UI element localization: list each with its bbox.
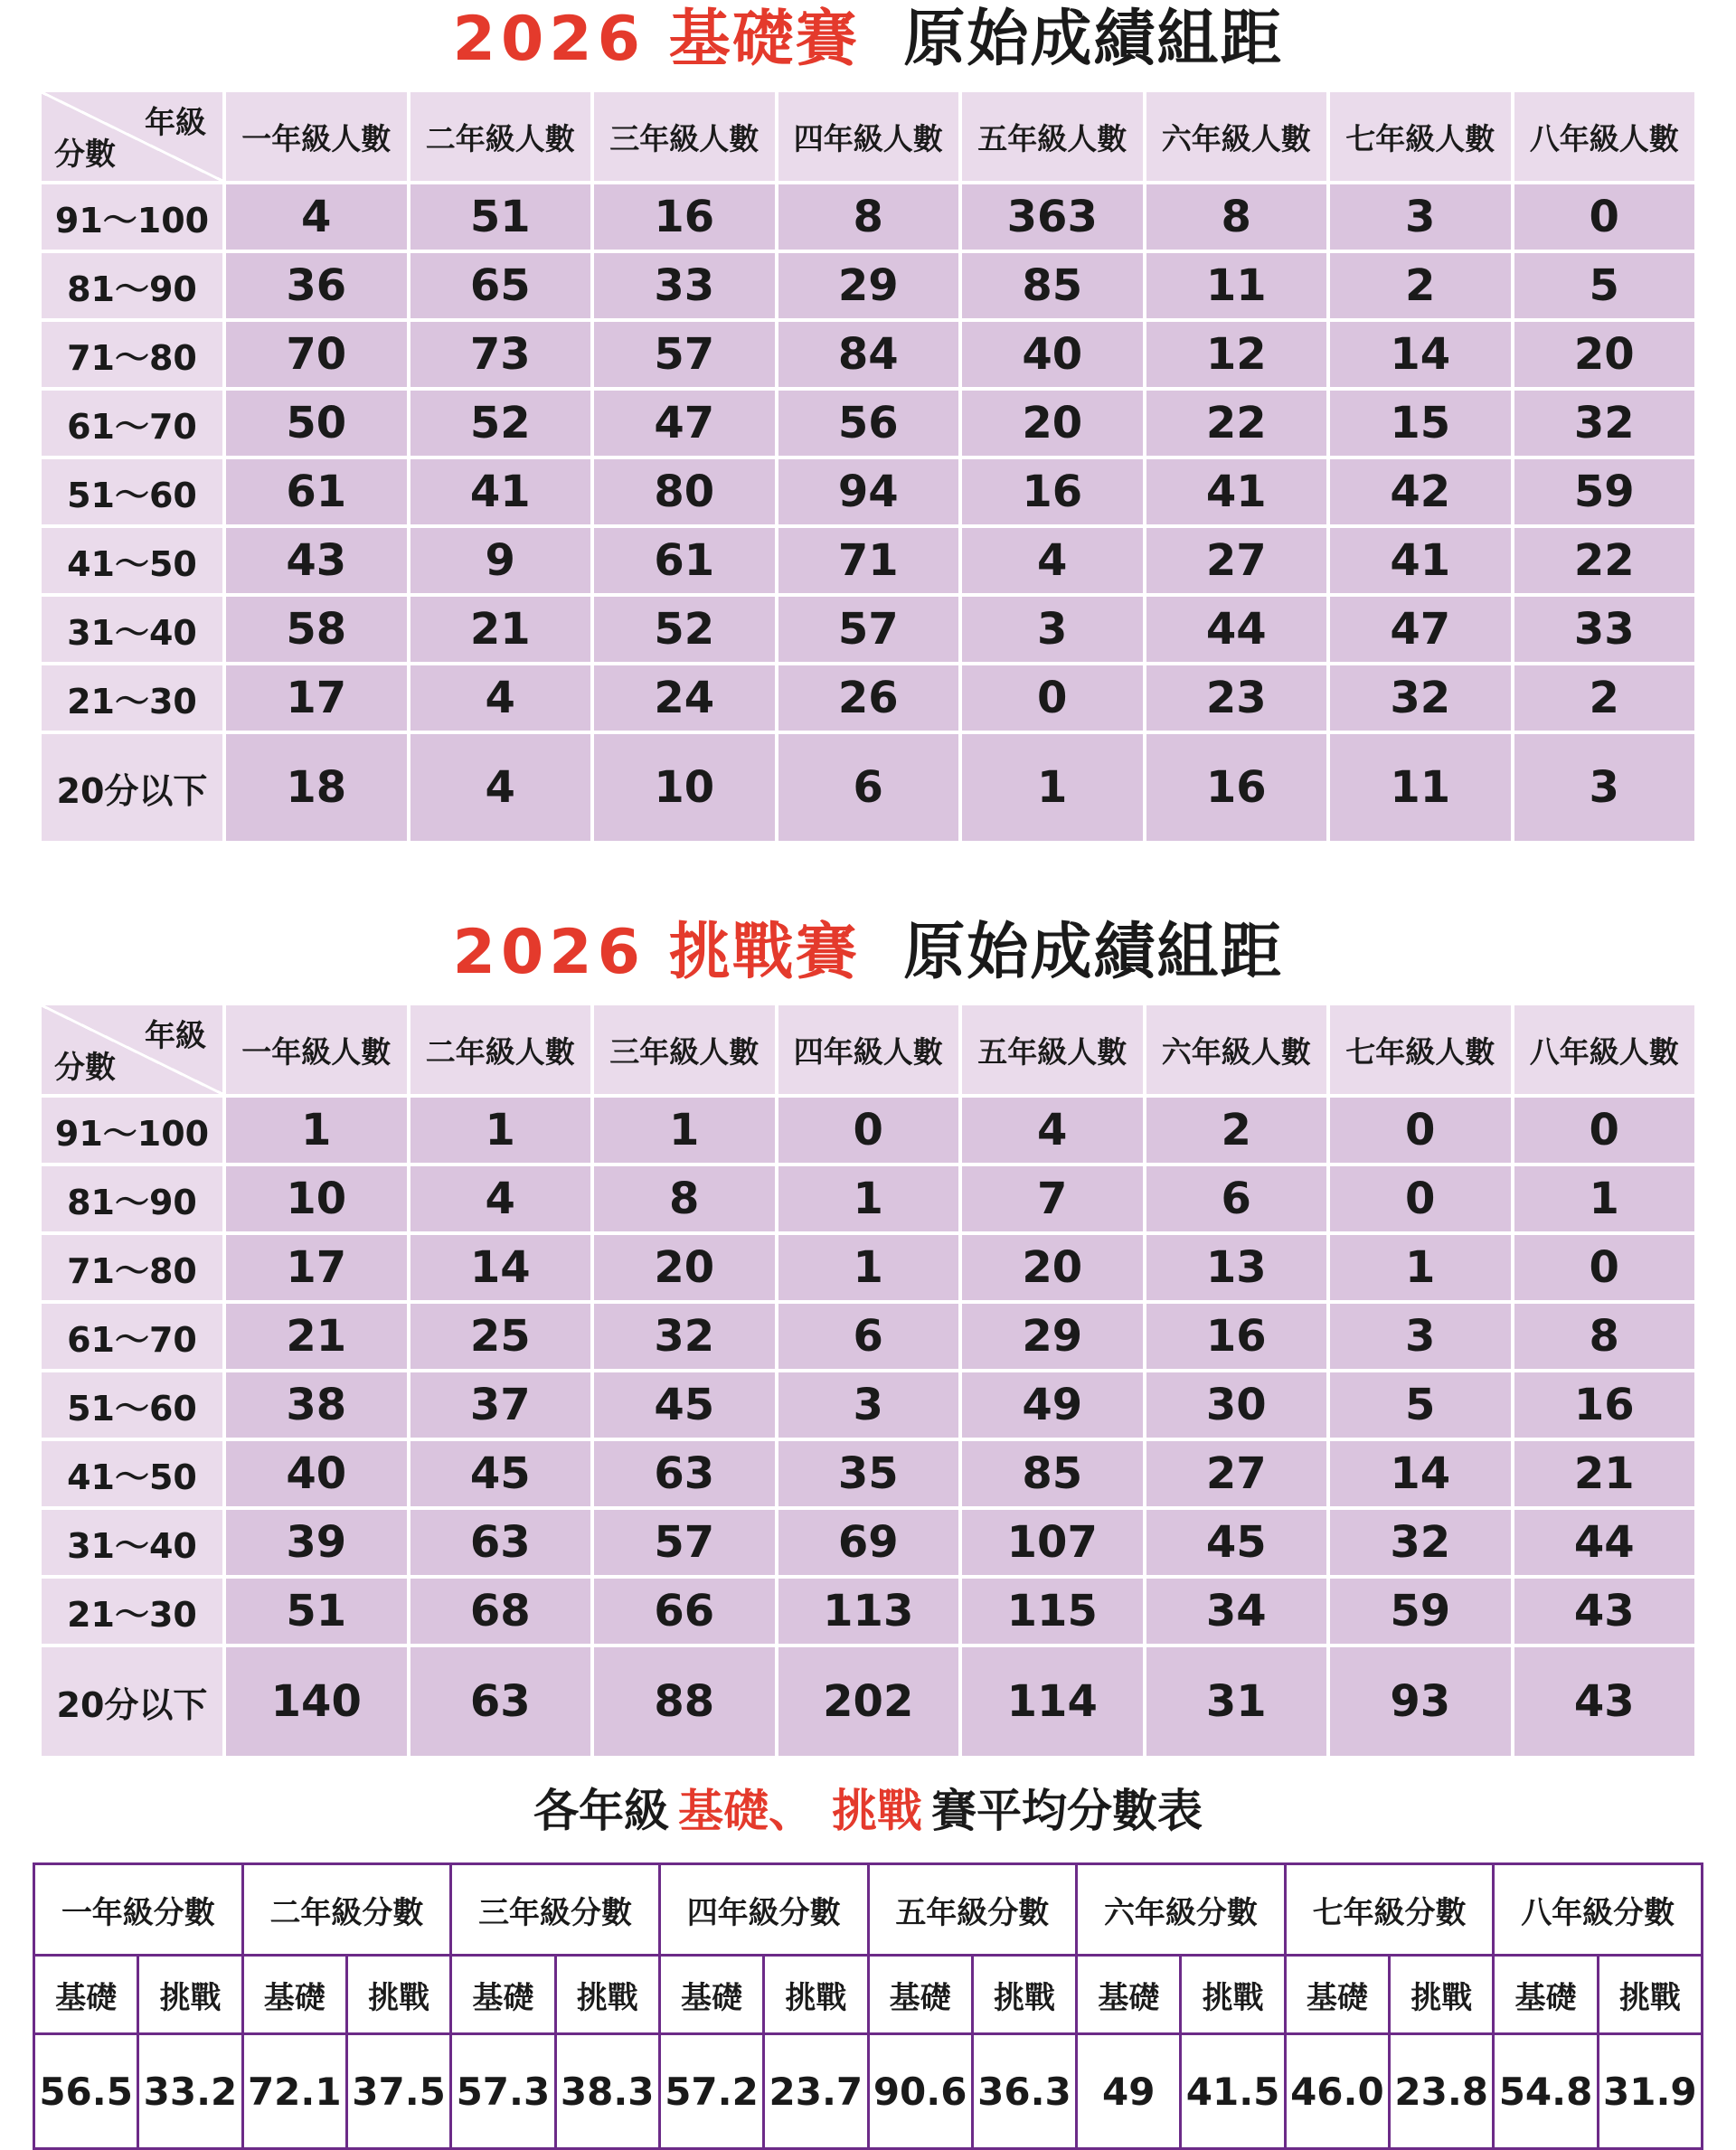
score-range-cell: 51～60 <box>42 459 222 524</box>
count-cell: 16 <box>1146 734 1327 841</box>
challenge-average-cell: 31.9 <box>1598 2034 1702 2149</box>
average-values-row <box>34 2034 1703 2149</box>
basic-label-cell: 基礎 <box>1494 1956 1598 2034</box>
count-cell: 6 <box>778 1304 959 1369</box>
count-cell: 12 <box>1146 322 1327 387</box>
basic-average-cell: 90.6 <box>868 2034 972 2149</box>
basic-label-cell: 基礎 <box>868 1956 972 2034</box>
count-cell: 8 <box>778 184 959 250</box>
count-cell: 32 <box>1514 391 1695 456</box>
count-cell: 51 <box>410 184 591 250</box>
score-range-cell: 81～90 <box>42 253 222 318</box>
table-row <box>42 597 1694 662</box>
corner-score-label: 分數 <box>54 137 116 173</box>
grade-header-cell: 五年級人數 <box>962 92 1143 181</box>
count-cell: 4 <box>410 1166 591 1231</box>
count-cell: 59 <box>1330 1579 1511 1644</box>
count-cell: 5 <box>1514 253 1695 318</box>
challenge-average-cell: 36.3 <box>972 2034 1076 2149</box>
score-range-cell: 21～30 <box>42 1579 222 1644</box>
grade-header-cell: 四年級人數 <box>778 92 959 181</box>
count-cell: 0 <box>962 665 1143 731</box>
grade-header-cell: 三年級人數 <box>594 92 775 181</box>
count-cell: 58 <box>226 597 407 662</box>
basic-distribution-table <box>38 89 1698 844</box>
challenge-distribution-title <box>0 917 1736 988</box>
count-cell: 0 <box>1514 184 1695 250</box>
average-grade-header-row <box>34 1864 1703 1956</box>
table-row <box>42 184 1694 250</box>
grade-header-cell: 七年級人數 <box>1330 1005 1511 1094</box>
count-cell: 29 <box>962 1304 1143 1369</box>
challenge-average-cell: 38.3 <box>555 2034 659 2149</box>
count-cell: 4 <box>410 734 591 841</box>
challenge-label-cell: 挑戰 <box>346 1956 450 2034</box>
grade-header-cell: 八年級人數 <box>1514 1005 1695 1094</box>
count-cell: 52 <box>410 391 591 456</box>
table-row <box>42 1304 1694 1369</box>
score-range-cell: 61～70 <box>42 1304 222 1369</box>
count-cell: 8 <box>1146 184 1327 250</box>
count-cell: 66 <box>594 1579 775 1644</box>
table-row <box>42 1510 1694 1575</box>
count-cell: 38 <box>226 1372 407 1438</box>
count-cell: 14 <box>1330 1441 1511 1506</box>
basic-label-cell: 基礎 <box>659 1956 763 2034</box>
count-cell: 1 <box>962 734 1143 841</box>
count-cell: 16 <box>962 459 1143 524</box>
count-cell: 27 <box>1146 528 1327 593</box>
challenge-label-cell: 挑戰 <box>138 1956 242 2034</box>
count-cell: 25 <box>410 1304 591 1369</box>
challenge-distribution-table <box>38 1002 1698 1759</box>
count-cell: 45 <box>594 1372 775 1438</box>
challenge-label-cell: 挑戰 <box>764 1956 868 2034</box>
count-cell: 10 <box>594 734 775 841</box>
average-table-title <box>0 1785 1736 1837</box>
score-range-cell: 71～80 <box>42 1235 222 1300</box>
count-cell: 32 <box>1330 1510 1511 1575</box>
average-title-challenge: 挑戰 <box>832 1785 922 1837</box>
count-cell: 27 <box>1146 1441 1327 1506</box>
grade-header-cell: 一年級人數 <box>226 1005 407 1094</box>
challenge-average-cell: 41.5 <box>1181 2034 1285 2149</box>
count-cell: 50 <box>226 391 407 456</box>
count-cell: 94 <box>778 459 959 524</box>
count-cell: 14 <box>1330 322 1511 387</box>
score-range-cell: 41～50 <box>42 1441 222 1506</box>
count-cell: 6 <box>1146 1166 1327 1231</box>
count-cell: 107 <box>962 1510 1143 1575</box>
corner-score-label: 分數 <box>54 1050 116 1086</box>
average-grade-header-cell: 六年級分數 <box>1077 1864 1286 1956</box>
title-suffix: 原始成績組距 <box>903 917 1284 988</box>
count-cell: 22 <box>1514 528 1695 593</box>
count-cell: 35 <box>778 1441 959 1506</box>
count-cell: 0 <box>1330 1098 1511 1163</box>
count-cell: 16 <box>1146 1304 1327 1369</box>
count-cell: 73 <box>410 322 591 387</box>
count-cell: 85 <box>962 1441 1143 1506</box>
count-cell: 11 <box>1146 253 1327 318</box>
count-cell: 2 <box>1514 665 1695 731</box>
average-grade-header-cell: 四年級分數 <box>659 1864 868 1956</box>
challenge-average-cell: 23.8 <box>1390 2034 1494 2149</box>
score-range-cell: 20分以下 <box>42 734 222 841</box>
count-cell: 114 <box>962 1647 1143 1756</box>
count-cell: 21 <box>1514 1441 1695 1506</box>
count-cell: 16 <box>594 184 775 250</box>
count-cell: 56 <box>778 391 959 456</box>
count-cell: 63 <box>410 1647 591 1756</box>
count-cell: 32 <box>594 1304 775 1369</box>
count-cell: 51 <box>226 1579 407 1644</box>
average-grade-header-cell: 八年級分數 <box>1494 1864 1703 1956</box>
count-cell: 57 <box>594 1510 775 1575</box>
count-cell: 69 <box>778 1510 959 1575</box>
basic-average-cell: 72.1 <box>242 2034 346 2149</box>
count-cell: 24 <box>594 665 775 731</box>
count-cell: 0 <box>1514 1235 1695 1300</box>
count-cell: 41 <box>1146 459 1327 524</box>
basic-average-cell: 54.8 <box>1494 2034 1598 2149</box>
average-type-header-row <box>34 1956 1703 2034</box>
count-cell: 32 <box>1330 665 1511 731</box>
basic-label-cell: 基礎 <box>1285 1956 1389 2034</box>
score-range-cell: 21～30 <box>42 665 222 731</box>
table-row <box>42 391 1694 456</box>
count-cell: 43 <box>226 528 407 593</box>
count-cell: 22 <box>1146 391 1327 456</box>
count-cell: 57 <box>778 597 959 662</box>
count-cell: 52 <box>594 597 775 662</box>
count-cell: 30 <box>1146 1372 1327 1438</box>
grade-header-cell: 二年級人數 <box>410 1005 591 1094</box>
count-cell: 4 <box>962 1098 1143 1163</box>
count-cell: 113 <box>778 1579 959 1644</box>
count-cell: 34 <box>1146 1579 1327 1644</box>
count-cell: 4 <box>410 665 591 731</box>
basic-label-cell: 基礎 <box>1077 1956 1181 2034</box>
grade-header-cell: 七年級人數 <box>1330 92 1511 181</box>
count-cell: 84 <box>778 322 959 387</box>
score-range-cell: 41～50 <box>42 528 222 593</box>
count-cell: 43 <box>1514 1579 1695 1644</box>
table-row <box>42 459 1694 524</box>
count-cell: 1 <box>778 1166 959 1231</box>
count-cell: 140 <box>226 1647 407 1756</box>
count-cell: 9 <box>410 528 591 593</box>
challenge-label-cell: 挑戰 <box>1598 1956 1702 2034</box>
challenge-average-cell: 23.7 <box>764 2034 868 2149</box>
header-row <box>42 1005 1694 1094</box>
basic-label-cell: 基礎 <box>242 1956 346 2034</box>
basic-average-cell: 57.2 <box>659 2034 763 2149</box>
grade-header-cell: 五年級人數 <box>962 1005 1143 1094</box>
count-cell: 42 <box>1330 459 1511 524</box>
count-cell: 49 <box>962 1372 1143 1438</box>
score-range-cell: 81～90 <box>42 1166 222 1231</box>
count-cell: 65 <box>410 253 591 318</box>
table-row <box>42 1235 1694 1300</box>
count-cell: 70 <box>226 322 407 387</box>
basic-label-cell: 基礎 <box>34 1956 138 2034</box>
header-row <box>42 92 1694 181</box>
count-cell: 61 <box>226 459 407 524</box>
count-cell: 80 <box>594 459 775 524</box>
count-cell: 11 <box>1330 734 1511 841</box>
table-row <box>42 734 1694 841</box>
grade-header-cell: 一年級人數 <box>226 92 407 181</box>
basic-label-cell: 基礎 <box>451 1956 555 2034</box>
count-cell: 68 <box>410 1579 591 1644</box>
average-grade-header-cell: 五年級分數 <box>868 1864 1077 1956</box>
grade-header-cell: 六年級人數 <box>1146 92 1327 181</box>
challenge-label-cell: 挑戰 <box>1390 1956 1494 2034</box>
count-cell: 44 <box>1514 1510 1695 1575</box>
challenge-average-cell: 33.2 <box>138 2034 242 2149</box>
table-row <box>42 1441 1694 1506</box>
count-cell: 15 <box>1330 391 1511 456</box>
count-cell: 3 <box>1514 734 1695 841</box>
count-cell: 21 <box>226 1304 407 1369</box>
count-cell: 59 <box>1514 459 1695 524</box>
count-cell: 2 <box>1146 1098 1327 1163</box>
count-cell: 20 <box>1514 322 1695 387</box>
title-year: 2026 <box>452 4 646 75</box>
score-range-cell: 31～40 <box>42 1510 222 1575</box>
count-cell: 39 <box>226 1510 407 1575</box>
corner-grade-label: 年級 <box>145 1018 206 1054</box>
count-cell: 43 <box>1514 1647 1695 1756</box>
corner-header-cell <box>42 92 222 181</box>
count-cell: 29 <box>778 253 959 318</box>
basic-average-cell: 57.3 <box>451 2034 555 2149</box>
count-cell: 1 <box>410 1098 591 1163</box>
table-row <box>42 253 1694 318</box>
count-cell: 1 <box>1330 1235 1511 1300</box>
average-score-table <box>33 1862 1703 2150</box>
title-suffix: 原始成績組距 <box>903 4 1284 75</box>
count-cell: 37 <box>410 1372 591 1438</box>
basic-average-cell: 46.0 <box>1285 2034 1389 2149</box>
count-cell: 0 <box>1330 1166 1511 1231</box>
count-cell: 63 <box>594 1441 775 1506</box>
basic-average-cell: 56.5 <box>34 2034 138 2149</box>
count-cell: 40 <box>226 1441 407 1506</box>
score-range-cell: 20分以下 <box>42 1647 222 1756</box>
count-cell: 45 <box>410 1441 591 1506</box>
count-cell: 8 <box>594 1166 775 1231</box>
count-cell: 20 <box>962 1235 1143 1300</box>
basic-distribution-title <box>0 4 1736 75</box>
average-title-basic: 基礎、 <box>678 1785 814 1837</box>
count-cell: 31 <box>1146 1647 1327 1756</box>
count-cell: 1 <box>594 1098 775 1163</box>
grade-header-cell: 六年級人數 <box>1146 1005 1327 1094</box>
table-row <box>42 1579 1694 1644</box>
score-range-cell: 71～80 <box>42 322 222 387</box>
score-range-cell: 91～100 <box>42 1098 222 1163</box>
count-cell: 23 <box>1146 665 1327 731</box>
count-cell: 26 <box>778 665 959 731</box>
count-cell: 20 <box>594 1235 775 1300</box>
count-cell: 61 <box>594 528 775 593</box>
count-cell: 20 <box>962 391 1143 456</box>
count-cell: 1 <box>778 1235 959 1300</box>
average-grade-header-cell: 七年級分數 <box>1285 1864 1494 1956</box>
challenge-average-cell: 37.5 <box>346 2034 450 2149</box>
count-cell: 40 <box>962 322 1143 387</box>
average-title-suffix: 賽平均分數表 <box>931 1785 1203 1837</box>
count-cell: 17 <box>226 665 407 731</box>
count-cell: 5 <box>1330 1372 1511 1438</box>
count-cell: 6 <box>778 734 959 841</box>
count-cell: 4 <box>962 528 1143 593</box>
count-cell: 71 <box>778 528 959 593</box>
count-cell: 47 <box>1330 597 1511 662</box>
count-cell: 13 <box>1146 1235 1327 1300</box>
score-range-cell: 61～70 <box>42 391 222 456</box>
count-cell: 21 <box>410 597 591 662</box>
count-cell: 3 <box>778 1372 959 1438</box>
count-cell: 44 <box>1146 597 1327 662</box>
grade-header-cell: 二年級人數 <box>410 92 591 181</box>
count-cell: 14 <box>410 1235 591 1300</box>
count-cell: 41 <box>1330 528 1511 593</box>
count-cell: 363 <box>962 184 1143 250</box>
table-row <box>42 1372 1694 1438</box>
score-range-cell: 31～40 <box>42 597 222 662</box>
count-cell: 0 <box>1514 1098 1695 1163</box>
title-event-basic: 基礎賽 <box>668 4 859 75</box>
count-cell: 57 <box>594 322 775 387</box>
grade-header-cell: 四年級人數 <box>778 1005 959 1094</box>
challenge-label-cell: 挑戰 <box>972 1956 1076 2034</box>
grade-header-cell: 三年級人數 <box>594 1005 775 1094</box>
count-cell: 41 <box>410 459 591 524</box>
count-cell: 115 <box>962 1579 1143 1644</box>
table-row <box>42 1647 1694 1756</box>
count-cell: 3 <box>1330 1304 1511 1369</box>
count-cell: 17 <box>226 1235 407 1300</box>
corner-header-cell <box>42 1005 222 1094</box>
count-cell: 47 <box>594 391 775 456</box>
count-cell: 3 <box>1330 184 1511 250</box>
challenge-label-cell: 挑戰 <box>555 1956 659 2034</box>
score-range-cell: 51～60 <box>42 1372 222 1438</box>
count-cell: 36 <box>226 253 407 318</box>
count-cell: 18 <box>226 734 407 841</box>
count-cell: 63 <box>410 1510 591 1575</box>
count-cell: 85 <box>962 253 1143 318</box>
average-grade-header-cell: 一年級分數 <box>34 1864 243 1956</box>
average-grade-header-cell: 三年級分數 <box>451 1864 660 1956</box>
count-cell: 93 <box>1330 1647 1511 1756</box>
count-cell: 4 <box>226 184 407 250</box>
count-cell: 33 <box>1514 597 1695 662</box>
count-cell: 45 <box>1146 1510 1327 1575</box>
count-cell: 1 <box>1514 1166 1695 1231</box>
count-cell: 10 <box>226 1166 407 1231</box>
count-cell: 7 <box>962 1166 1143 1231</box>
average-title-prefix: 各年級 <box>533 1785 669 1837</box>
count-cell: 1 <box>226 1098 407 1163</box>
challenge-label-cell: 挑戰 <box>1181 1956 1285 2034</box>
average-grade-header-cell: 二年級分數 <box>242 1864 451 1956</box>
title-year: 2026 <box>452 917 646 988</box>
basic-average-cell: 49 <box>1077 2034 1181 2149</box>
grade-header-cell: 八年級人數 <box>1514 92 1695 181</box>
table-row <box>42 665 1694 731</box>
table-row <box>42 1098 1694 1163</box>
score-range-cell: 91～100 <box>42 184 222 250</box>
count-cell: 16 <box>1514 1372 1695 1438</box>
table-row <box>42 1166 1694 1231</box>
count-cell: 33 <box>594 253 775 318</box>
count-cell: 3 <box>962 597 1143 662</box>
corner-grade-label: 年級 <box>145 105 206 141</box>
table-row <box>42 322 1694 387</box>
count-cell: 88 <box>594 1647 775 1756</box>
title-event-challenge: 挑戰賽 <box>668 917 859 988</box>
count-cell: 202 <box>778 1647 959 1756</box>
table-row <box>42 528 1694 593</box>
count-cell: 2 <box>1330 253 1511 318</box>
count-cell: 8 <box>1514 1304 1695 1369</box>
count-cell: 0 <box>778 1098 959 1163</box>
